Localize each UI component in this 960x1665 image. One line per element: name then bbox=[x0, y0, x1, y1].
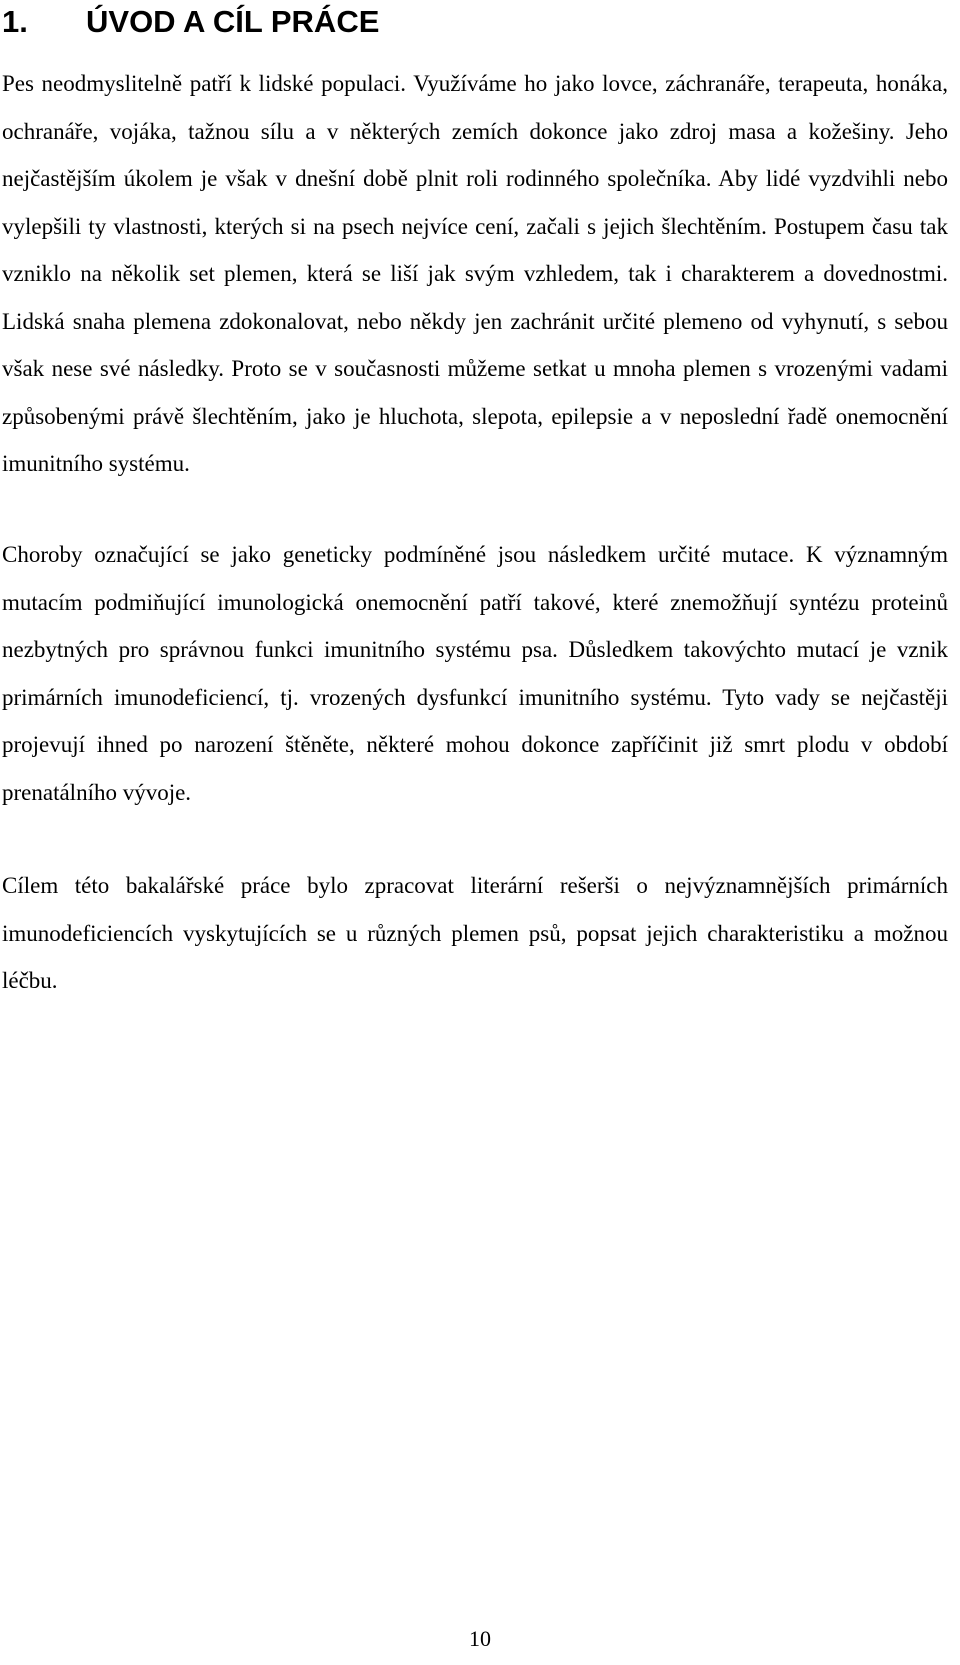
chapter-number: 1. bbox=[2, 4, 28, 39]
paragraph-intro: Pes neodmyslitelně patří k lidské populaci. Využíváme ho jako lovce, záchranáře, terapeuta, honáka, ochranáře, vojáka, tažnou sílu a v některých zemích dokonce jako zdroj masa a kožešiny. Jeho nejčastějším úkolem je však v dnešní době plnit roli rodinného společníka. Aby lidé vyzdvihli nebo vylepšili ty vlastnosti, kterých si na psech nejvíce cení, začali s jejich šlechtěním. Postupem času tak vzniklo na několik set plemen, která se liší jak svým vzhledem, tak i charakterem a dovednostmi. Lidská snaha plemena zdokonalovat, nebo někdy jen zachránit určité plemeno od vyhynutí, s sebou však nese své následky. Proto se v současnosti můžeme setkat u mnoha plemen s vrozenými vadami způsobenými právě šlechtěním, jako je hluchota, slepota, epilepsie a v neposlední řadě onemocnění imunitního systému. bbox=[2, 71, 948, 476]
paragraph-genetic-diseases: Choroby označující se jako geneticky podmíněné jsou následkem určité mutace. K významným mutacím podmiňující imunologická onemocnění patří takové, které znemožňují syntézu proteinů nezbytných pro správnou funkci imunitního systému psa. Důsledkem takovýchto mutací je vznik primárních imunodeficiencí, tj. vrozených dysfunkcí imunitního systému. Tyto vady se nejčastěji projevují ihned po narození štěněte, některé mohou dokonce zapříčinit již smrt plodu v období prenatálního vývoje. bbox=[2, 542, 948, 805]
page-number: 10 bbox=[469, 1626, 491, 1651]
chapter-heading bbox=[2, 2, 379, 42]
paragraph-thesis-aim: Cílem této bakalářské práce bylo zpracovat literární rešerši o nejvýznamnějších primárních imunodeficiencích vyskytujících se u různých plemen psů, popsat jejich charakteristiku a možnou léčbu. bbox=[2, 873, 948, 993]
chapter-title: ÚVOD A CÍL PRÁCE bbox=[86, 4, 380, 39]
